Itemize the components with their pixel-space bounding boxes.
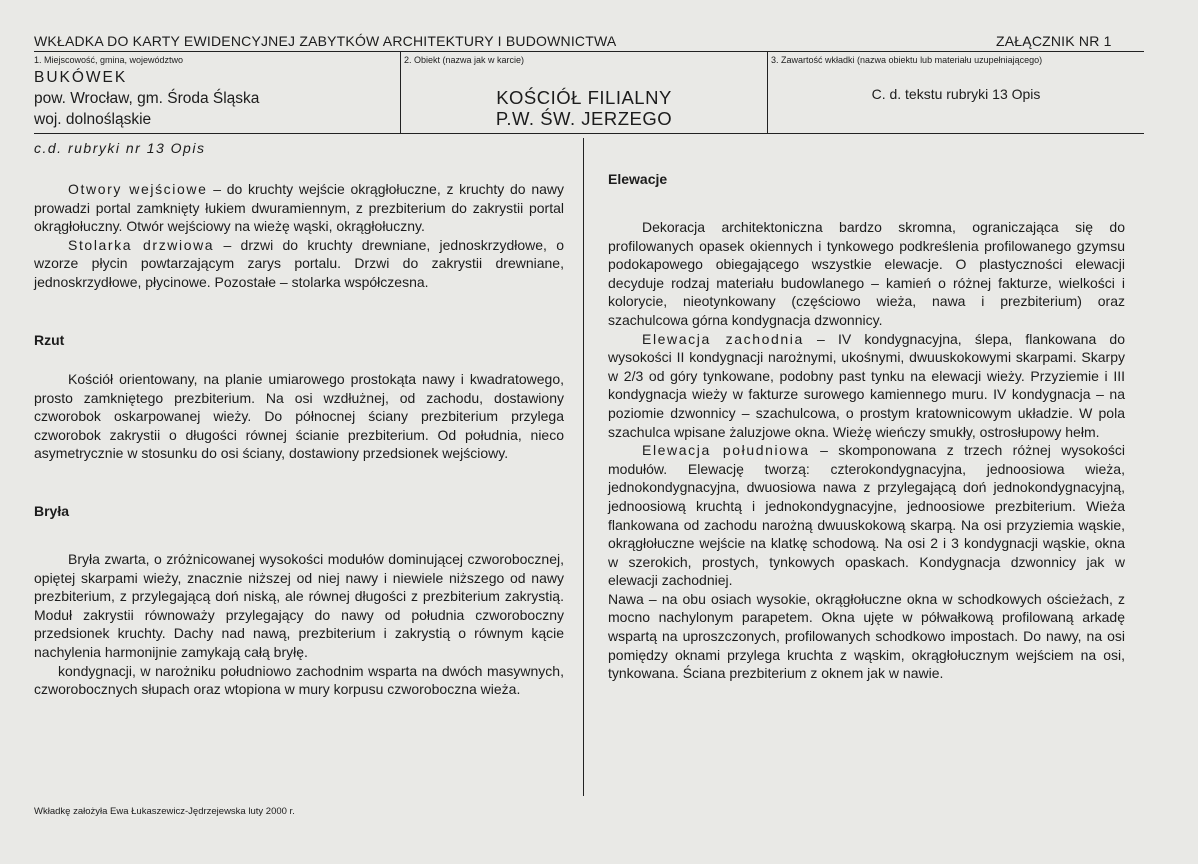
bryla-section — [34, 550, 564, 699]
bryla-text-2: kondygnacji, w narożniku południowo zachodnim wsparta na dwóch masywnych, czworobocznych słupach oraz wtopiona w mury korpusu czworoboczna wieża. — [34, 662, 564, 698]
field-object — [401, 53, 767, 133]
continuation-label: c.d. rubryki nr 13 Opis — [34, 140, 206, 156]
south-elevation-heading: Elewacja południowa — [642, 442, 810, 459]
rzut-text: Kościół orientowany, na planie umiarowego prostokąta nawy i kwadratowego, prosto zamkniętego prezbiterium. Na osi wzdłużnej, od zachodu, dostawiony czworobok oskarpowanej wieży. Do północnej ściany prezbiterium przylega czworobok zakrystii o długości równej ścianie prezbiterium. Od południa, nieco asymetrycznie w stosunku do osi ściany, dostawiony przedsionek wejściowy. — [34, 371, 564, 462]
west-elevation-text: – IV kondygnacyjna, ślepa, flankowana do wysokości II kondygnacji narożnymi, ukośnymi, dwuuskokowymi skarpami. Skarpy w 2/3 od góry tynkowane, podobny past tynku na elewacji wieży. Przyziemie i III kondygnacja wieży w fakturze surowego kamiennego muru. IV kondygnacja – na poziomie dzwonnicy – szachulcowa, o prostym kratownicowym układzie. W pola szachulca wpisane żaluzjowe okna. Wieżę wieńczy smukły, ostrosłupowy hełm. — [608, 330, 1125, 440]
top-rule — [34, 51, 1144, 52]
doors-heading: Stolarka drzwiowa — [68, 236, 215, 253]
elewacje-section — [608, 218, 1125, 683]
field-location — [34, 53, 400, 133]
rzut-section — [34, 370, 564, 463]
location-value — [34, 67, 259, 130]
paragraph-entrances — [34, 180, 564, 236]
section-heading-bryla: Bryła — [34, 503, 70, 519]
paragraph-south-elevation — [608, 441, 1125, 590]
attachment-number: ZAŁĄCZNIK NR 1 — [996, 33, 1112, 49]
column-divider — [583, 138, 584, 796]
content-value: C. d. tekstu rubryki 13 Opis — [871, 86, 1041, 102]
elewacje-intro: Dekoracja architektoniczna bardzo skromna, ograniczająca się do profilowanych opasek okiennych i tynkowego podkreślenia profilowanego gzymsu podokapowego obiegającego wszystkie elewacje. O plastyczności elewacji decyduje rodzaj materiału budowlanego – kamień o różnej fakturze, wielkości i kolorycie, nieotynkowany (częściowo wieża, nawa i prezbiterium) oraz szachulcowa górna kondygnacja dzwonnicy. — [608, 219, 1125, 328]
footer-author: Wkładkę założyła Ewa Łukaszewicz-Jędrzejewska luty 2000 r. — [34, 806, 295, 817]
object-name-line1: KOŚCIÓŁ FILIALNY — [496, 87, 672, 108]
paragraph-doors — [34, 236, 564, 292]
object-name — [401, 87, 767, 129]
entrances-text: – do kruchty wejście okrągłołuczne, z kruchty do nawy prowadzi portal zamknięty łukiem dwuramiennym, z prezbiterium do zakrystii portal okrągłołuczny. Otwór wejściowy na wieżę wąski, okrągłołuczny. — [34, 181, 564, 235]
doors-text: – drzwi do kruchty drewniane, jednoskrzydłowe, o wzorze płycin powtarzającym zarys portalu. Drzwi do zakrystii drewniane, jednoskrzydłowe, płycinowe. Pozostałe – stolarka współczesna. — [34, 236, 564, 290]
field-location-label: 1. Miejscowość, gmina, województwo — [34, 55, 184, 65]
west-elevation-heading: Elewacja zachodnia — [642, 330, 804, 347]
header-bottom-rule — [34, 133, 1144, 134]
paragraph-west-elevation — [608, 330, 1125, 442]
county-name: pow. Wrocław, gm. Środa Śląska — [34, 90, 260, 107]
card-title: WKŁADKA DO KARTY EWIDENCYJNEJ ZABYTKÓW ARCHITEKTURY I BUDOWNICTWA — [34, 33, 617, 49]
town-name: BUKÓWEK — [34, 69, 128, 86]
object-name-line2: P.W. ŚW. JERZEGO — [495, 108, 673, 129]
nave-text: Nawa – na obu osiach wysokie, okrągłołuczne okna w schodkowych ościeżach, z mocno nachylonym parapetem. Okna ujęte w półwałkową profilowaną arkadę wspartą na uproszczonych, profilowanych schodkowo impostach. Do nawy, na osi pomiędzy oknami przylega kruchta z wąskim, okrągłołucznym wejściem na osi, tynkowana. Ściana prezbiterium z oknem jak w nawie. — [608, 590, 1125, 682]
section-heading-rzut: Rzut — [34, 332, 65, 348]
field-object-label: 2. Obiekt (nazwa jak w karcie) — [404, 55, 525, 65]
south-elevation-text: – skomponowana z trzech różnej wysokości modułów. Elewację tworzą: czterokondygnacyjna, jednoosiowa wieża, jednokondygnacyjna, dwuosiowa nawa z przylegającą doń jednokondygnacyjną, jednoosiową kruchtą i jednokondygnacyjne, jednoosiowe prezbiterium. Wieża flankowana od zachodu narożną dwuuskokową skarpą. Na osi przyziemia wąskie, okrągłołuczne wejście na klatkę schodową. Na osi 2 i 3 kondygnacji wąskie, okna w szerokich, prostych, tynkowych opaskach. Kondygnacja dzwonnicy jak w elewacji zachodniej. — [608, 442, 1125, 589]
voivodeship-name: woj. dolnośląskie — [34, 111, 152, 128]
left-column — [34, 180, 564, 292]
field-content — [768, 53, 1144, 133]
field-content-label: 3. Zawartość wkładki (nazwa obiektu lub materiału uzupełniającego) — [771, 55, 1043, 65]
section-heading-elewacje: Elewacje — [608, 171, 668, 187]
bryla-text-1: Bryła zwarta, o zróżnicowanej wysokości modułów dominującej czworobocznej, opiętej skarpami wieży, znacznie niższej od niej nawy i niewiele niższego od nawy prezbiterium, z przylegającą doń niską, ale równej długości z prezbiterium zakrystią. Moduł zakrystii równoważy przylegający do nawy od południa czworoboczny przedsionek kruchty. Dachy nad nawą, prezbiterium i zakrystią o równym kącie nachylenia harmonijnie zamykają całą bryłę. — [34, 551, 564, 660]
entrances-heading: Otwory wejściowe — [68, 181, 208, 197]
